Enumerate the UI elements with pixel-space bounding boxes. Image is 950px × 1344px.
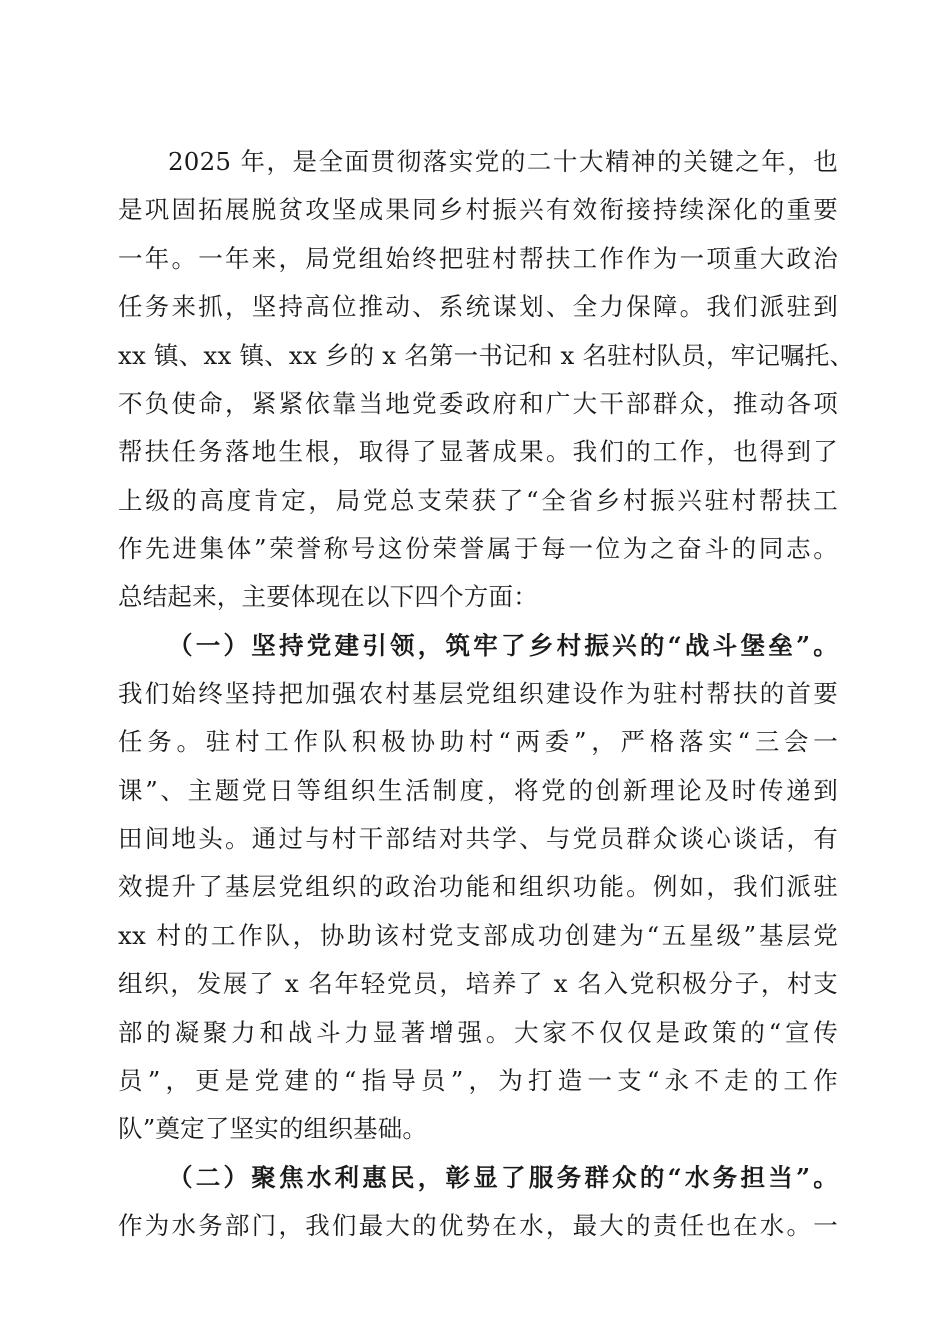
intro-line-5: xx 镇、xx 镇、xx 乡的 x 名第一书记和 x 名驻村队员，牢记嘱托、: [118, 341, 855, 370]
section-1-line-9: 部的凝聚力和战斗力显著增强。大家不仅仅是政策的“宣传: [118, 1018, 838, 1047]
intro-line-4: 任务来抓，坚持高位推动、系统谋划、全力保障。我们派驻到: [118, 292, 838, 321]
intro-line-8: 上级的高度肯定，局党总支荣获了“全省乡村振兴驻村帮扶工: [118, 486, 838, 515]
section-2-heading: （二）聚焦水利惠民，彰显了服务群众的“水务担当”。: [168, 1163, 838, 1192]
section-1-line-5: 田间地头。通过与村干部结对共学、与党员群众谈心谈话，有: [118, 824, 838, 853]
intro-line-2: 是巩固拓展脱贫攻坚成果同乡村振兴有效衔接持续深化的重要: [118, 195, 838, 224]
section-1-line-3: 任务。驻村工作队积极协助村“两委”，严格落实“三会一: [118, 727, 838, 756]
intro-line-7: 帮扶任务落地生根，取得了显著成果。我们的工作，也得到了: [118, 437, 838, 466]
intro-line-9: 作先进集体”荣誉称号这份荣誉属于每一位为之奋斗的同志。: [118, 534, 838, 563]
section-1-line-7: xx 村的工作队，协助该村党支部成功创建为“五星级”基层党: [118, 921, 838, 950]
intro-line-3: 一年。一年来，局党组始终把驻村帮扶工作作为一项重大政治: [118, 244, 838, 273]
section-1-line-10: 员”，更是党建的“指导员”，为打造一支“永不走的工作: [118, 1066, 838, 1095]
intro-line-10: 总结起来，主要体现在以下四个方面：: [118, 582, 538, 611]
intro-line-1: 2025 年，是全面贯彻落实党的二十大精神的关键之年，也: [168, 147, 838, 176]
section-1-line-4: 课”、主题党日等组织生活制度，将党的创新理论及时传递到: [118, 776, 838, 805]
section-1-line-11: 队”奠定了坚实的组织基础。: [118, 1114, 428, 1143]
section-1-line-8: 组织，发展了 x 名年轻党员，培养了 x 名入党积极分子，村支: [118, 969, 838, 998]
section-1-line-2: 我们始终坚持把加强农村基层党组织建设作为驻村帮扶的首要: [118, 679, 838, 708]
section-1-heading: （一）坚持党建引领，筑牢了乡村振兴的“战斗堡垒”。: [168, 631, 838, 660]
section-1-line-6: 效提升了基层党组织的政治功能和组织功能。例如，我们派驻: [118, 872, 838, 901]
intro-line-6: 不负使命，紧紧依靠当地党委政府和广大干部群众，推动各项: [118, 389, 838, 418]
section-2-line-2: 作为水务部门，我们最大的优势在水，最大的责任也在水。一: [118, 1211, 838, 1240]
